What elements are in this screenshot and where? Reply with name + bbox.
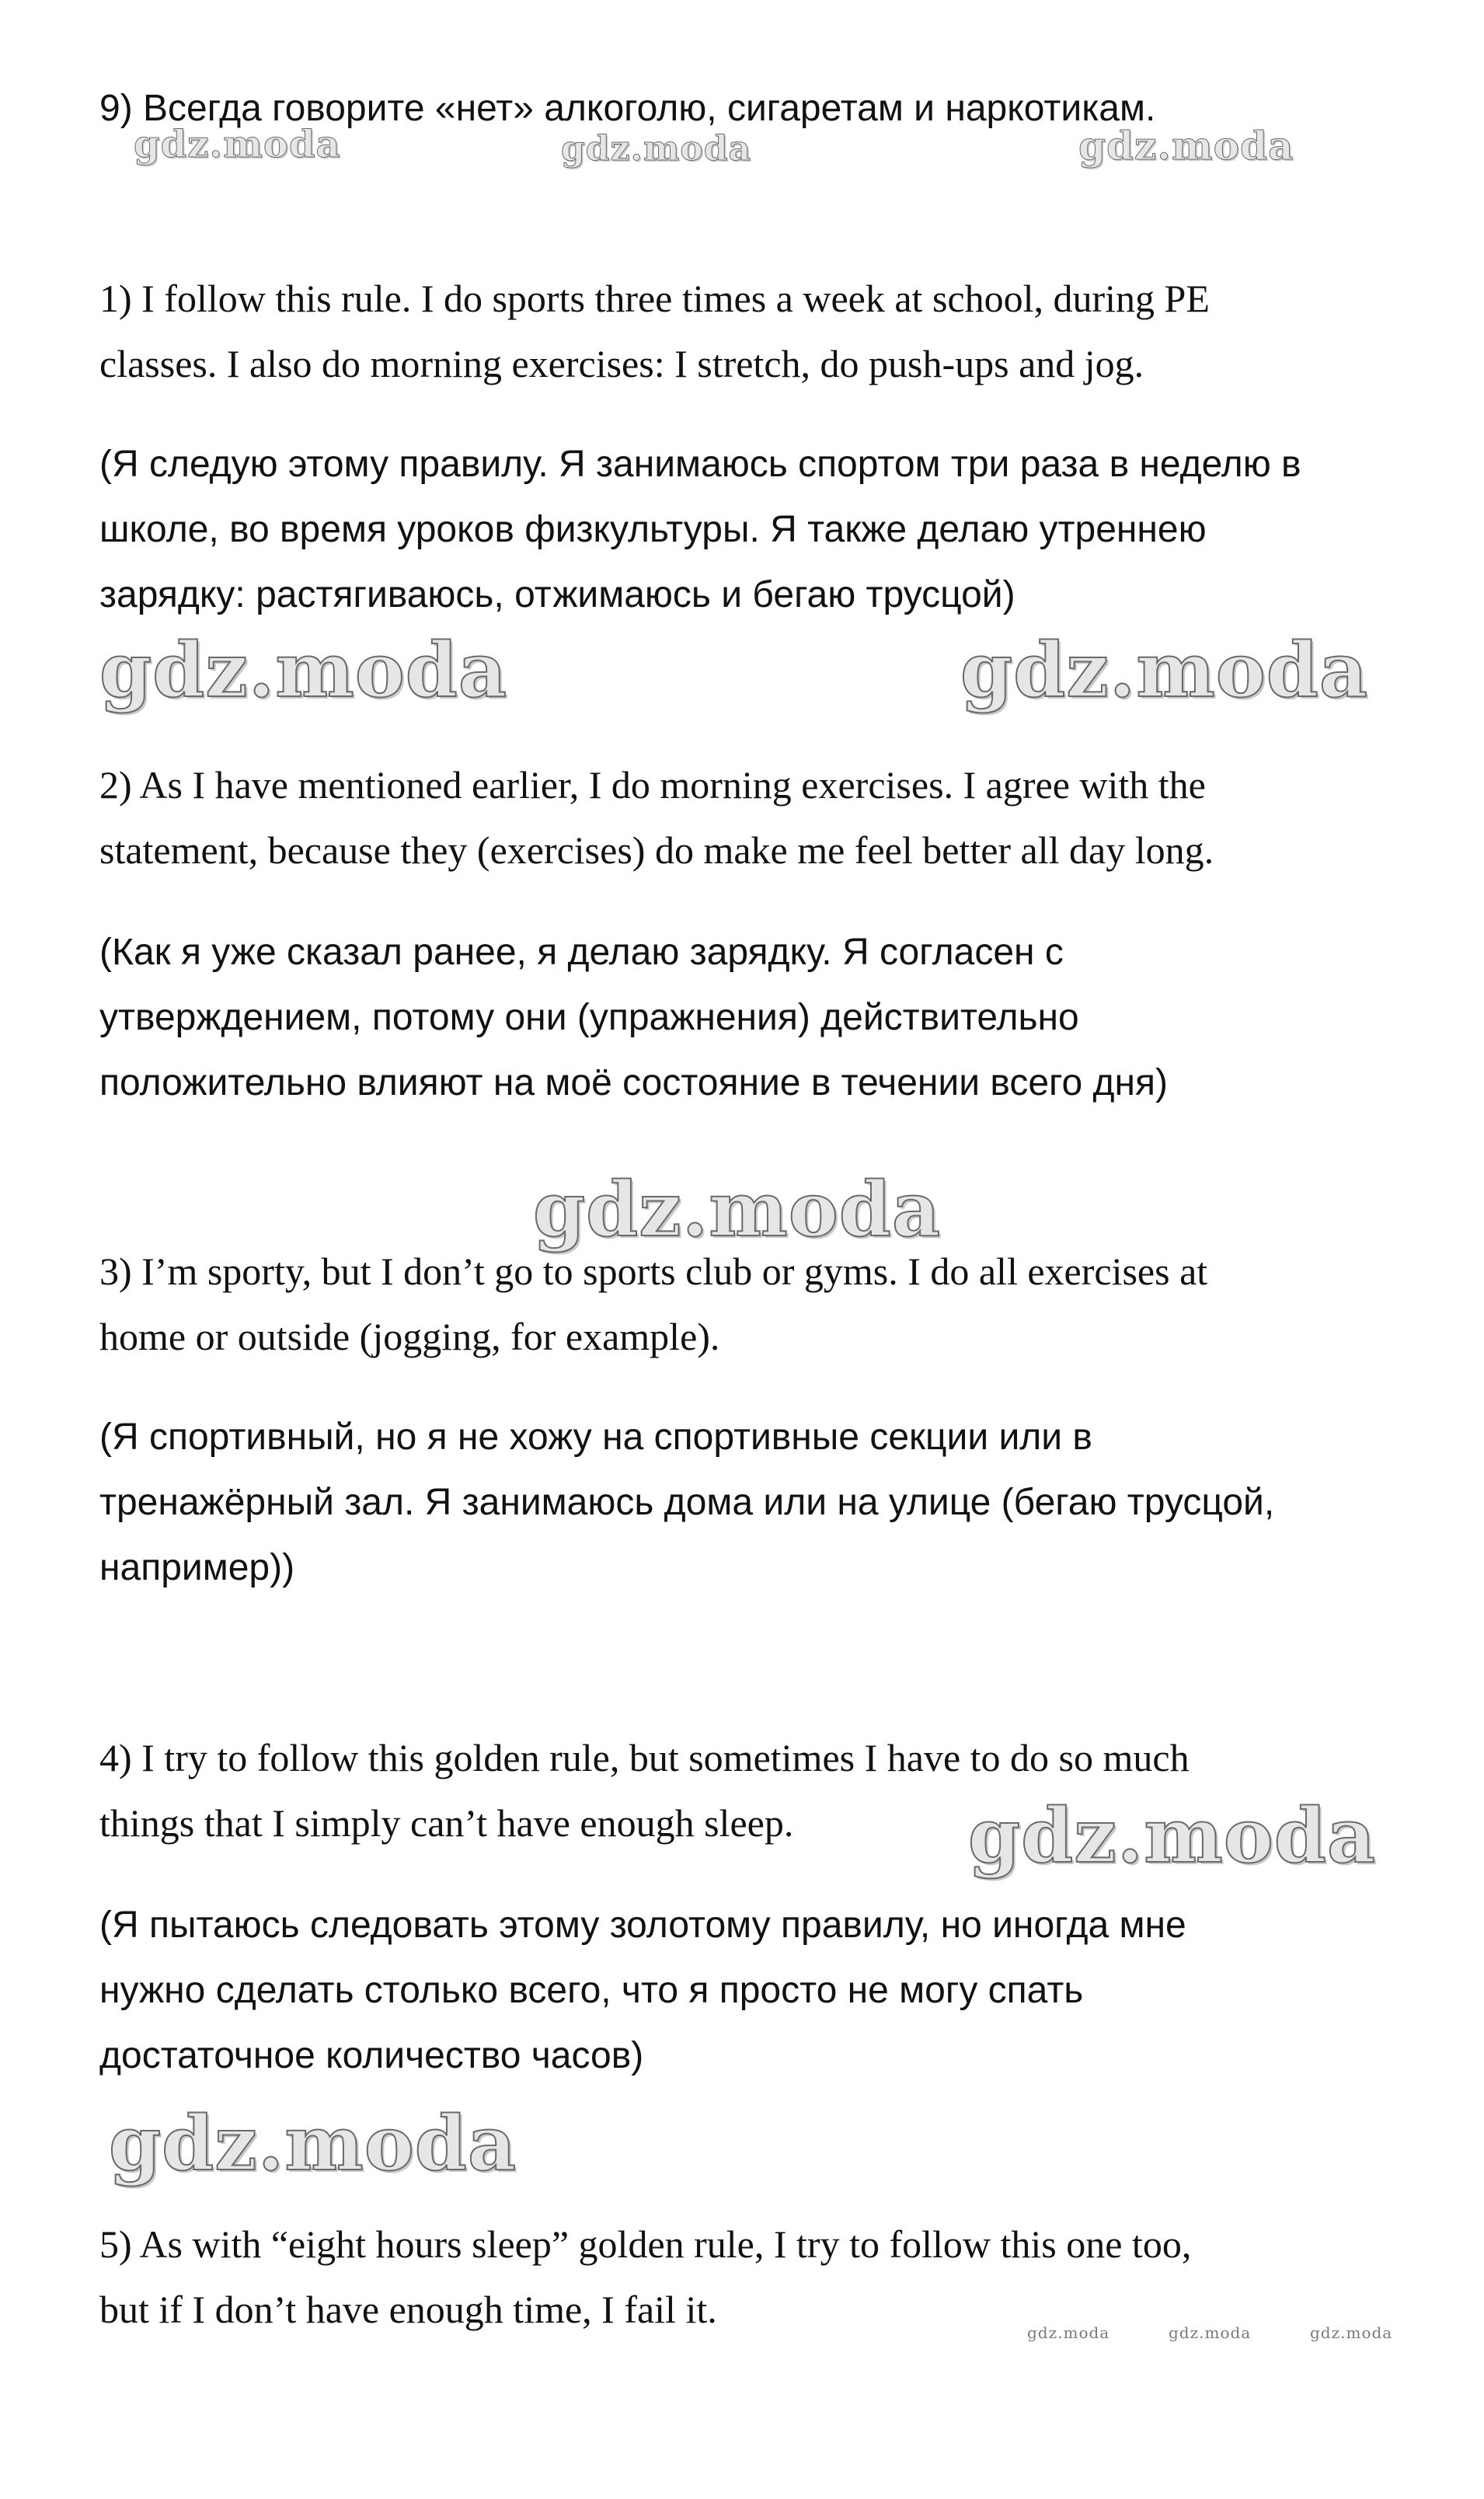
watermark: gdz.moda [1078, 123, 1294, 169]
translation-1-line-2: школе, во время уроков физкультуры. Я также делаю утреннею [99, 509, 1207, 550]
watermark: gdz.moda [561, 129, 752, 169]
translation-2-line-3: положительно влияют на моё состояние в течении всего дня) [99, 1062, 1169, 1103]
answer-3-line-1: 3) I’m sporty, but I don’t go to sports club or gyms. I do all exercises at [99, 1250, 1208, 1293]
watermark: gdz.moda [533, 1166, 942, 1253]
watermark: gdz.moda [109, 2100, 517, 2187]
translation-1-line-1: (Я следую этому правилу. Я занимаюсь спортом три раза в неделю в [99, 444, 1301, 485]
watermark: gdz.moda [968, 1792, 1377, 1880]
answer-1-line-2: classes. I also do morning exercises: I stretch, do push-ups and jog. [99, 342, 1144, 385]
watermark: gdz.moda [134, 123, 341, 166]
watermark: gdz.moda [1310, 2323, 1393, 2342]
answer-1-line-1: 1) I follow this rule. I do sports three times a week at school, during PE [99, 277, 1210, 320]
watermark: gdz.moda [1027, 2323, 1110, 2342]
answer-3-line-2: home or outside (jogging, for example). [99, 1315, 720, 1358]
translation-4-line-2: нужно сделать столько всего, что я просто не могу спать [99, 1970, 1084, 2011]
translation-3-line-1: (Я спортивный, но я не хожу на спортивные секции или в [99, 1417, 1092, 1458]
answer-2-line-2: statement, because they (exercises) do make me feel better all day long. [99, 828, 1214, 872]
answer-5-line-1: 5) As with “eight hours sleep” golden rule, I try to follow this one too, [99, 2222, 1192, 2266]
translation-3-line-2: тренажёрный зал. Я занимаюсь дома или на улице (бегаю трусцой, [99, 1482, 1275, 1523]
answer-5-line-2: but if I don’t have enough time, I fail it. [99, 2288, 717, 2331]
translation-1-line-3: зарядку: растягиваюсь, отжимаюсь и бегаю трусцой) [99, 574, 1015, 615]
answer-4-line-2: things that I simply can’t have enough sleep. [99, 1801, 794, 1845]
answer-4-line-1: 4) I try to follow this golden rule, but sometimes I have to do so much [99, 1736, 1190, 1779]
answer-2-line-1: 2) As I have mentioned earlier, I do morning exercises. I agree with the [99, 763, 1206, 807]
watermark: gdz.moda [960, 626, 1369, 714]
translation-4-line-1: (Я пытаюсь следовать этому золотому правилу, но иногда мне [99, 1905, 1186, 1946]
translation-2-line-1: (Как я уже сказал ранее, я делаю зарядку. Я согласен с [99, 932, 1064, 973]
translation-2-line-2: утверждением, потому они (упражнения) действительно [99, 997, 1079, 1038]
translation-4-line-3: достаточное количество часов) [99, 2035, 644, 2076]
watermark: gdz.moda [99, 626, 508, 714]
watermark: gdz.moda [1169, 2323, 1252, 2342]
rule-9-line: 9) Всегда говорите «нет» алкоголю, сигаретам и наркотикам. [99, 88, 1156, 129]
translation-3-line-3: например)) [99, 1547, 295, 1588]
